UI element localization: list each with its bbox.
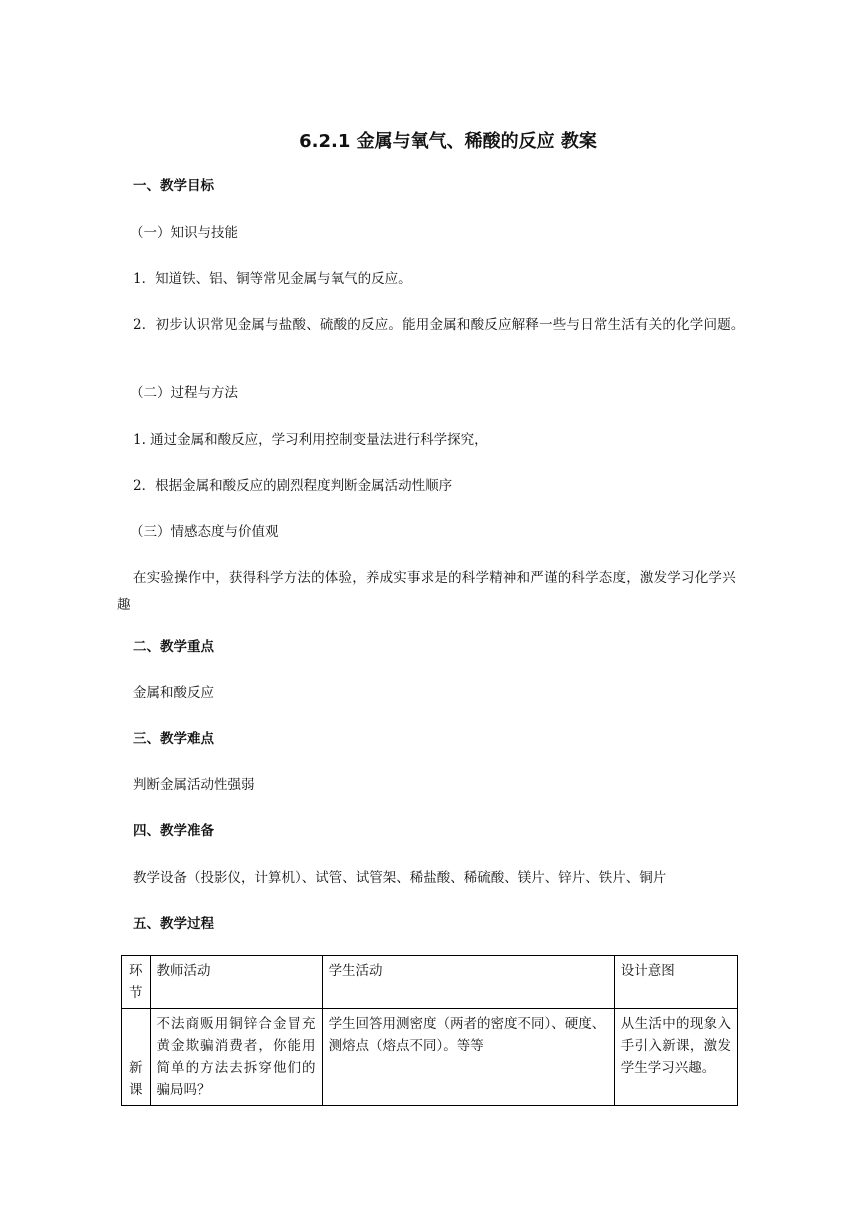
header-stage: 环节 <box>122 956 151 1009</box>
subheading-process-methods: （二）过程与方法 <box>130 385 238 401</box>
heading-teaching-process: 五、教学过程 <box>133 916 214 932</box>
teaching-process-table <box>121 955 738 1106</box>
process-item-1: 1. 通过金属和酸反应，学习利用控制变量法进行科学探究， <box>133 432 488 448</box>
header-teacher-activity: 教师活动 <box>150 956 322 1009</box>
heading-difficulties: 三、教学难点 <box>133 731 214 747</box>
attitude-text: 在实验操作中，获得科学方法的体验，养成实事求是的科学精神和严谨的科学态度，激发学习化学兴趣 <box>117 570 736 613</box>
preparation-text: 教学设备（投影仪，计算机）、试管、试管架、稀盐酸、稀硫酸、镁片、锌片、铁片、铜片 <box>133 870 667 886</box>
subheading-attitudes-values: （三）情感态度与价值观 <box>130 524 279 540</box>
heading-key-points: 二、教学重点 <box>133 639 214 655</box>
process-item-2: 2．根据金属和酸反应的剧烈程度判断金属活动性顺序 <box>133 478 453 494</box>
cell-teacher-activity: 不法商贩用铜锌合金冒充黄金欺骗消费者，你能用简单的方法去拆穿他们的骗局吗？ <box>150 1009 322 1106</box>
difficulties-text: 判断金属活动性强弱 <box>133 777 255 793</box>
table-row <box>122 1009 738 1106</box>
objective-item-1: 1．知道铁、铝、铜等常见金属与氧气的反应。 <box>133 271 412 287</box>
key-points-text: 金属和酸反应 <box>133 685 214 701</box>
table-header-row <box>122 956 738 1009</box>
subheading-knowledge-skills: （一）知识与技能 <box>130 225 238 241</box>
cell-design-intent: 从生活中的现象入手引入新课，激发学生学习兴趣。 <box>614 1009 737 1106</box>
heading-preparation: 四、教学准备 <box>133 823 214 839</box>
document-title: 6.2.1 金属与氧气、稀酸的反应 教案 <box>299 131 597 152</box>
objective-item-2: 2．初步认识常见金属与盐酸、硫酸的反应。能用金属和酸反应解释一些与日常生活有关的化学问题。 <box>133 317 745 333</box>
cell-student-activity: 学生回答用测密度（两者的密度不同）、硬度、测熔点（熔点不同）。等等 <box>322 1009 614 1106</box>
cell-stage: 新课 <box>122 1009 151 1106</box>
header-student-activity: 学生活动 <box>322 956 614 1009</box>
header-design-intent: 设计意图 <box>614 956 737 1009</box>
heading-teaching-objectives: 一、教学目标 <box>133 178 214 194</box>
